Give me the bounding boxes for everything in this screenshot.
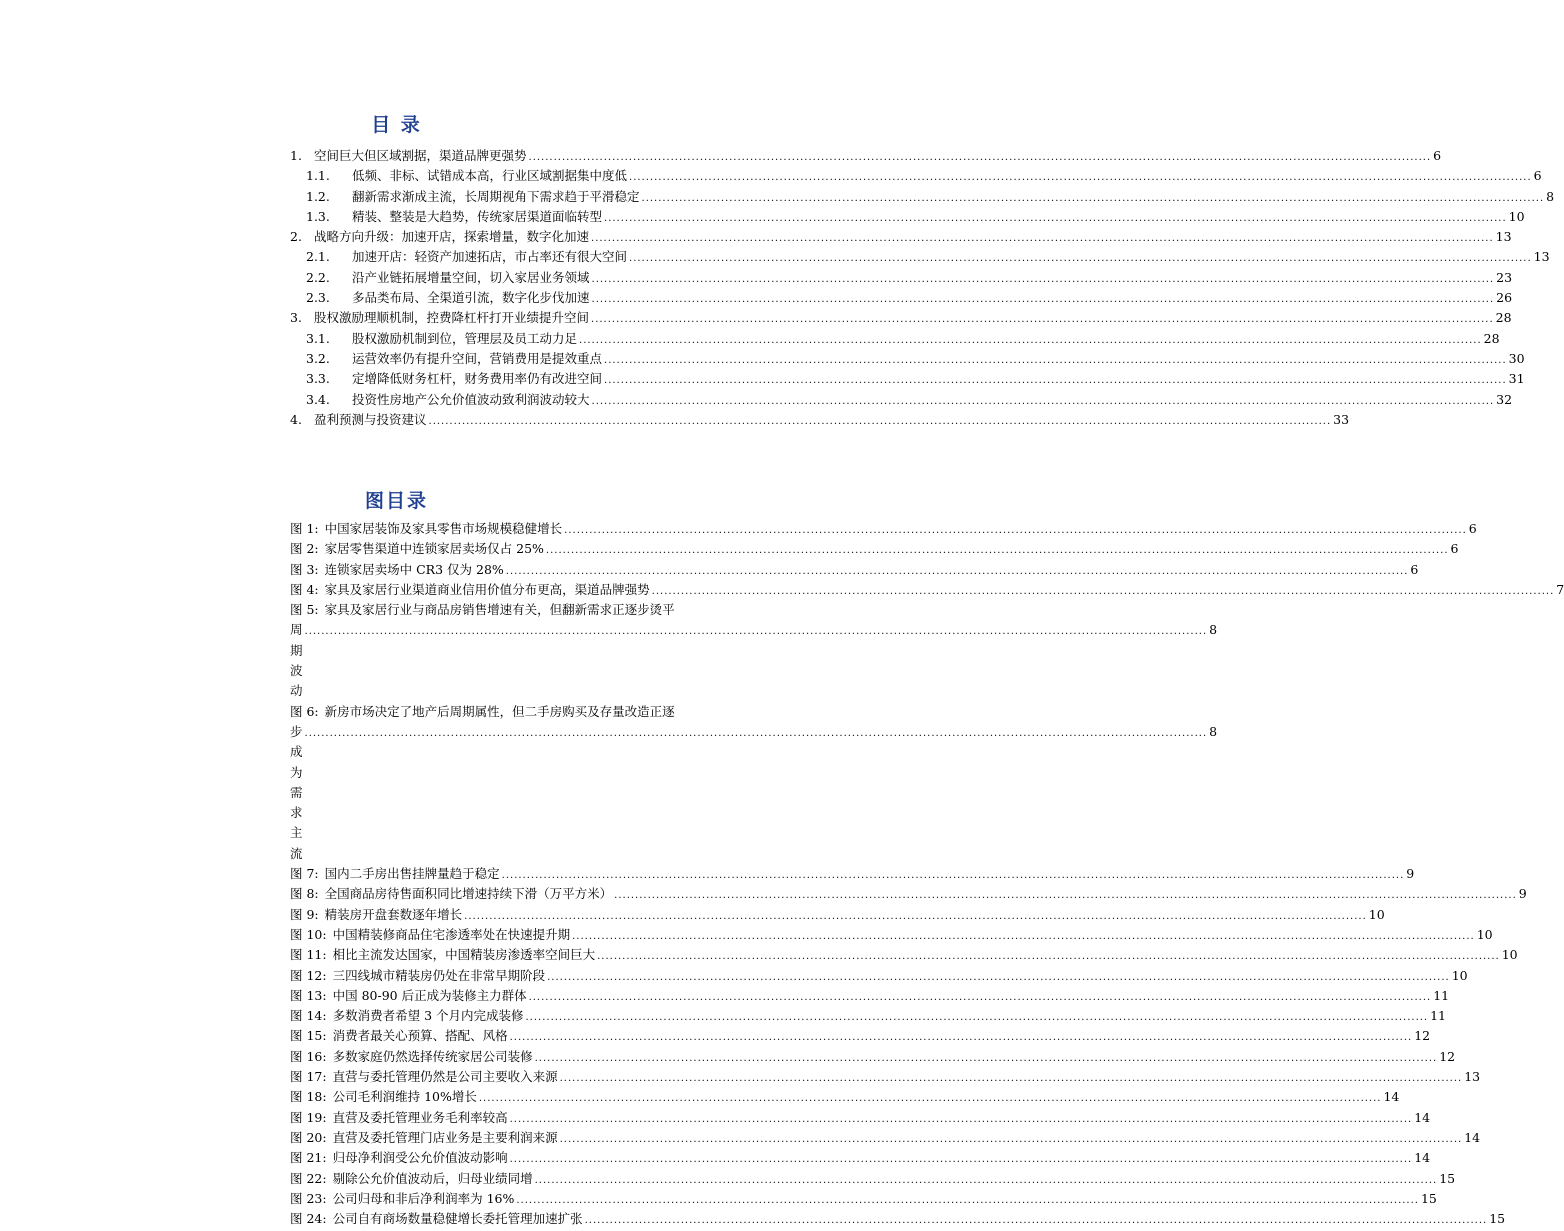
figure-entry-number: 图 13:: [290, 987, 327, 1003]
toc-entry-title: 股权激励理顺机制，控费降杠杆打开业绩提升空间: [314, 310, 590, 326]
toc-title: 目 录: [371, 114, 422, 136]
toc-entry[interactable]: [290, 268, 1513, 288]
dot-leader: [510, 1150, 1413, 1170]
figure-entry-number: 图 8:: [290, 886, 319, 902]
figure-entry-title: 中国精装修商品住宅渗透率处在快速提升期: [332, 926, 571, 942]
toc-entry-number: 2.3.: [306, 290, 330, 306]
figure-entry-number: 图 6:: [290, 703, 319, 719]
dot-leader: [604, 351, 1507, 371]
figure-entry-title: 中国家居装饰及家具零售市场规模稳健增长: [324, 521, 563, 536]
figure-entry-number: 图 12:: [290, 967, 327, 983]
figure-entry[interactable]: [290, 1169, 1456, 1189]
dot-leader: [546, 541, 1449, 561]
figure-entry[interactable]: [290, 1026, 1431, 1046]
figure-entry-number: 图 7:: [290, 866, 319, 882]
dot-leader: [592, 270, 1495, 290]
toc-entry-page: 32: [1496, 391, 1513, 407]
figure-entry[interactable]: [290, 864, 1415, 884]
toc-entry-page: 10: [1508, 208, 1525, 224]
figure-entry-number: 图 14:: [290, 1008, 327, 1024]
figure-entry[interactable]: [290, 1148, 1431, 1168]
figure-entry[interactable]: [290, 1189, 1437, 1209]
figure-entry-title: 多数消费者希望 3 个月内完成装修: [332, 1008, 524, 1024]
figure-entry-number: 图 2:: [290, 541, 319, 557]
toc-entry-number: 3.: [290, 310, 302, 326]
figure-entry-page: 15: [1439, 1170, 1456, 1186]
toc-entry[interactable]: [290, 369, 1525, 389]
figure-entry-number: 图 10:: [290, 926, 327, 942]
toc-entry-number: 3.4.: [306, 391, 330, 407]
figure-entry-title: 全国商品房待售面积同比增速持续下滑（万平方米）: [324, 886, 613, 902]
toc-entry[interactable]: [290, 349, 1525, 369]
toc-entry-title: 盈利预测与投资建议: [314, 411, 427, 427]
figure-entry-number: 图 11:: [290, 947, 327, 963]
figure-entry-title-cont: 步成为需求主流: [290, 723, 303, 861]
figure-entry-title: 直营及委托管理业务毛利率较高: [332, 1109, 508, 1125]
figure-entry-title: 公司归母和非后净利润率为 16%: [332, 1190, 515, 1206]
toc-entry[interactable]: [290, 166, 1542, 186]
figure-entry-page: 7: [1556, 581, 1564, 597]
figure-entry-number: 图 17:: [290, 1069, 327, 1085]
toc-entry-number: 1.3.: [306, 208, 330, 224]
toc-entry-title: 运营效率仍有提升空间，营销费用是提效重点: [352, 350, 603, 366]
figure-entry[interactable]: [290, 945, 1518, 965]
figure-entry-title-cont: 周期波动: [290, 622, 303, 699]
dot-leader: [535, 1171, 1438, 1191]
toc-entry-number: 1.: [290, 148, 302, 163]
dot-leader: [572, 927, 1475, 947]
figure-entry-number: 图 16:: [290, 1048, 327, 1064]
figure-entry-title: 家居零售渠道中连锁家居卖场仅占 25%: [324, 541, 544, 557]
toc-list: [290, 146, 1555, 430]
dot-leader: [516, 1191, 1419, 1211]
dot-leader: [592, 392, 1495, 412]
toc-entry-page: 13: [1495, 229, 1512, 245]
dot-leader: [604, 209, 1507, 229]
figure-entry[interactable]: [290, 884, 1527, 904]
figure-entry-page: 15: [1489, 1211, 1506, 1227]
figure-entry-number: 图 20:: [290, 1129, 327, 1145]
figure-entry[interactable]: [290, 702, 1218, 864]
toc-entry[interactable]: [290, 227, 1512, 247]
figure-entry[interactable]: [290, 519, 1477, 539]
toc-entry-title: 沿产业链拓展增量空间，切入家居业务领域: [352, 269, 590, 285]
figure-entry-title: 多数家庭仍然选择传统家居公司装修: [332, 1048, 533, 1064]
figure-entry-page: 10: [1368, 906, 1385, 922]
figure-entry[interactable]: [290, 560, 1419, 580]
figure-entry-page: 14: [1414, 1150, 1431, 1166]
dot-leader: [629, 249, 1532, 269]
dot-leader: [510, 1110, 1413, 1130]
dot-leader: [510, 1028, 1413, 1048]
dot-leader: [629, 168, 1532, 188]
figure-entry-page: 14: [1383, 1089, 1400, 1105]
figures-title: 图目录: [364, 490, 428, 512]
figure-entry[interactable]: [290, 986, 1450, 1006]
figure-entry-page: 13: [1464, 1069, 1481, 1085]
toc-entry-number: 3.1.: [306, 330, 330, 346]
dot-leader: [560, 1069, 1463, 1089]
figure-entry-page: 14: [1464, 1129, 1481, 1145]
figure-entry[interactable]: [290, 1108, 1431, 1128]
dot-leader: [305, 724, 1208, 744]
figure-entry-number: 图 22:: [290, 1170, 327, 1186]
toc-entry-number: 1.1.: [306, 168, 330, 184]
dot-leader: [305, 622, 1208, 642]
toc-entry-number: 2.1.: [306, 249, 330, 265]
toc-entry[interactable]: [290, 329, 1500, 349]
toc-entry-number: 2.: [290, 229, 302, 245]
figure-entry-title: 中国 80-90 后正成为装修主力群体: [332, 987, 527, 1003]
figure-entry-title: 公司毛利润维持 10%增长: [332, 1089, 477, 1105]
figure-entry[interactable]: [290, 600, 1218, 701]
figure-entry[interactable]: [290, 1067, 1481, 1087]
dot-leader: [560, 1130, 1463, 1150]
toc-entry-number: 1.2.: [306, 188, 330, 204]
figure-entry-page: 15: [1420, 1190, 1437, 1206]
toc-entry-page: 6: [1533, 168, 1542, 184]
figure-entry-title: 直营及委托管理门店业务是主要利润来源: [332, 1129, 558, 1145]
figure-entry-number: 图 4:: [290, 581, 319, 597]
toc-entry[interactable]: [290, 207, 1525, 227]
figure-entry-title: 家具及家居行业与商品房销售增速有关，但翻新需求正逐步烫平: [324, 602, 675, 618]
figure-entry-title: 连锁家居卖场中 CR3 仅为 28%: [324, 561, 504, 577]
toc-entry-page: 6: [1433, 148, 1442, 163]
figure-entry-page: 10: [1451, 967, 1468, 983]
figure-entry[interactable]: [290, 966, 1468, 986]
toc-entry[interactable]: [290, 308, 1512, 328]
figure-entry-title: 家具及家居行业渠道商业信用价值分布更高，渠道品牌强势: [324, 581, 650, 597]
dot-leader: [652, 582, 1555, 602]
dot-leader: [604, 371, 1507, 391]
figure-entry[interactable]: [290, 580, 1564, 600]
figure-entry[interactable]: [290, 1047, 1456, 1067]
figure-entry-number: 图 9:: [290, 906, 319, 922]
dot-leader: [535, 1049, 1438, 1069]
toc-entry-number: 3.2.: [306, 350, 330, 366]
figure-entry-page: 6: [1468, 521, 1477, 536]
dot-leader: [502, 866, 1405, 886]
figure-entry[interactable]: [290, 1209, 1506, 1229]
toc-entry-title: 定增降低财务杠杆，财务费用率仍有改进空间: [352, 371, 603, 387]
figure-entry-number: 图 3:: [290, 561, 319, 577]
figure-entry-page: 6: [1450, 541, 1459, 557]
toc-entry[interactable]: [290, 390, 1513, 410]
figure-entry-number: 图 5:: [290, 602, 319, 618]
toc-entry-page: 23: [1496, 269, 1513, 285]
dot-leader: [526, 1008, 1429, 1028]
toc-entry-page: 28: [1483, 330, 1500, 346]
toc-entry-title: 加速开店：轻资产加速拓店，市占率还有很大空间: [352, 249, 628, 265]
toc-entry-title: 股权激励机制到位，管理层及员工动力足: [352, 330, 578, 346]
figure-entry-number: 图 23:: [290, 1190, 327, 1206]
toc-entry-title: 投资性房地产公允价值波动致利润波动较大: [352, 391, 590, 407]
figure-entry-number: 图 18:: [290, 1089, 327, 1105]
figure-entry-page: 14: [1414, 1109, 1431, 1125]
toc-entry[interactable]: [290, 247, 1550, 267]
figure-entry-page: 6: [1410, 561, 1419, 577]
figure-entry[interactable]: [290, 905, 1385, 925]
toc-entry-page: 13: [1533, 249, 1550, 265]
dot-leader: [529, 148, 1432, 168]
figure-entry-page: 8: [1209, 723, 1218, 739]
figure-entry-number: 图 24:: [290, 1211, 327, 1227]
figure-entry-title: 相比主流发达国家，中国精装房渗透率空间巨大: [332, 947, 596, 963]
dot-leader: [564, 521, 1467, 541]
figure-entry-page: 11: [1433, 987, 1450, 1003]
figure-entry-page: 10: [1476, 926, 1493, 942]
dot-leader: [585, 1211, 1488, 1231]
figure-entry-title: 归母净利润受公允价值波动影响: [332, 1150, 508, 1166]
toc-entry-number: 4.: [290, 411, 302, 427]
figure-entry-title: 国内二手房出售挂牌量趋于稳定: [324, 866, 500, 882]
figure-entry-title: 直营与委托管理仍然是公司主要收入来源: [332, 1069, 558, 1085]
figure-entry-page: 8: [1209, 622, 1218, 638]
dot-leader: [642, 189, 1545, 209]
toc-entry-number: 2.2.: [306, 269, 330, 285]
dot-leader: [592, 290, 1495, 310]
figure-entry-number: 图 21:: [290, 1150, 327, 1166]
toc-entry-page: 26: [1496, 290, 1513, 306]
toc-entry-page: 30: [1508, 350, 1525, 366]
toc-entry[interactable]: [290, 410, 1350, 430]
dot-leader: [597, 947, 1500, 967]
figure-entry[interactable]: [290, 539, 1459, 559]
dot-leader: [614, 886, 1517, 906]
toc-entry-title: 多品类布局、全渠道引流，数字化步伐加速: [352, 290, 590, 306]
toc-entry-title: 战略方向升级：加速开店，探索增量，数字化加速: [314, 229, 590, 245]
figure-entry[interactable]: [290, 1128, 1481, 1148]
figure-entry[interactable]: [290, 1006, 1447, 1026]
figure-entry-number: 图 1:: [290, 521, 319, 536]
toc-entry-title: 精装、整装是大趋势，传统家居渠道面临转型: [352, 208, 603, 224]
toc-entry-title: 低频、非标、试错成本高，行业区域割据集中度低: [352, 168, 628, 184]
dot-leader: [579, 331, 1482, 351]
figure-entry-title: 精装房开盘套数逐年增长: [324, 906, 463, 922]
dot-leader: [529, 988, 1432, 1008]
figure-entry-number: 图 19:: [290, 1109, 327, 1125]
toc-entry[interactable]: [290, 187, 1555, 207]
figure-entry[interactable]: [290, 925, 1493, 945]
dot-leader: [506, 562, 1409, 582]
dot-leader: [591, 310, 1494, 330]
figure-entry-page: 12: [1414, 1028, 1431, 1044]
dot-leader: [591, 229, 1494, 249]
figure-entry[interactable]: [290, 1087, 1400, 1107]
toc-entry[interactable]: [290, 146, 1442, 166]
dot-leader: [429, 412, 1332, 432]
toc-entry-number: 3.3.: [306, 371, 330, 387]
figure-entry-title: 消费者最关心预算、搭配、风格: [332, 1028, 508, 1044]
figure-entry-page: 11: [1430, 1008, 1447, 1024]
figure-entry-page: 12: [1439, 1048, 1456, 1064]
dot-leader: [547, 968, 1450, 988]
figure-entry-title: 公司自有商场数量稳健增长委托管理加速扩张: [332, 1211, 583, 1227]
toc-entry-page: 31: [1508, 371, 1525, 387]
figures-list: [290, 519, 1564, 1229]
figure-entry-page: 9: [1518, 886, 1527, 902]
toc-entry[interactable]: [290, 288, 1513, 308]
figure-entry-title: 新房市场决定了地产后周期属性，但二手房购买及存量改造正逐: [324, 703, 675, 719]
figure-entry-number: 图 15:: [290, 1028, 327, 1044]
toc-entry-page: 8: [1546, 188, 1555, 204]
toc-entry-title: 空间巨大但区域割据，渠道品牌更强势: [314, 148, 527, 163]
figure-entry-page: 10: [1501, 947, 1518, 963]
toc-entry-page: 33: [1333, 411, 1350, 427]
dot-leader: [479, 1089, 1382, 1109]
toc-entry-page: 28: [1495, 310, 1512, 326]
figure-entry-title: 剔除公允价值波动后，归母业绩同增: [332, 1170, 533, 1186]
toc-entry-title: 翻新需求渐成主流，长周期视角下需求趋于平滑稳定: [352, 188, 640, 204]
figure-entry-page: 9: [1406, 866, 1415, 882]
figure-entry-title: 三四线城市精装房仍处在非常早期阶段: [332, 967, 546, 983]
dot-leader: [464, 907, 1367, 927]
